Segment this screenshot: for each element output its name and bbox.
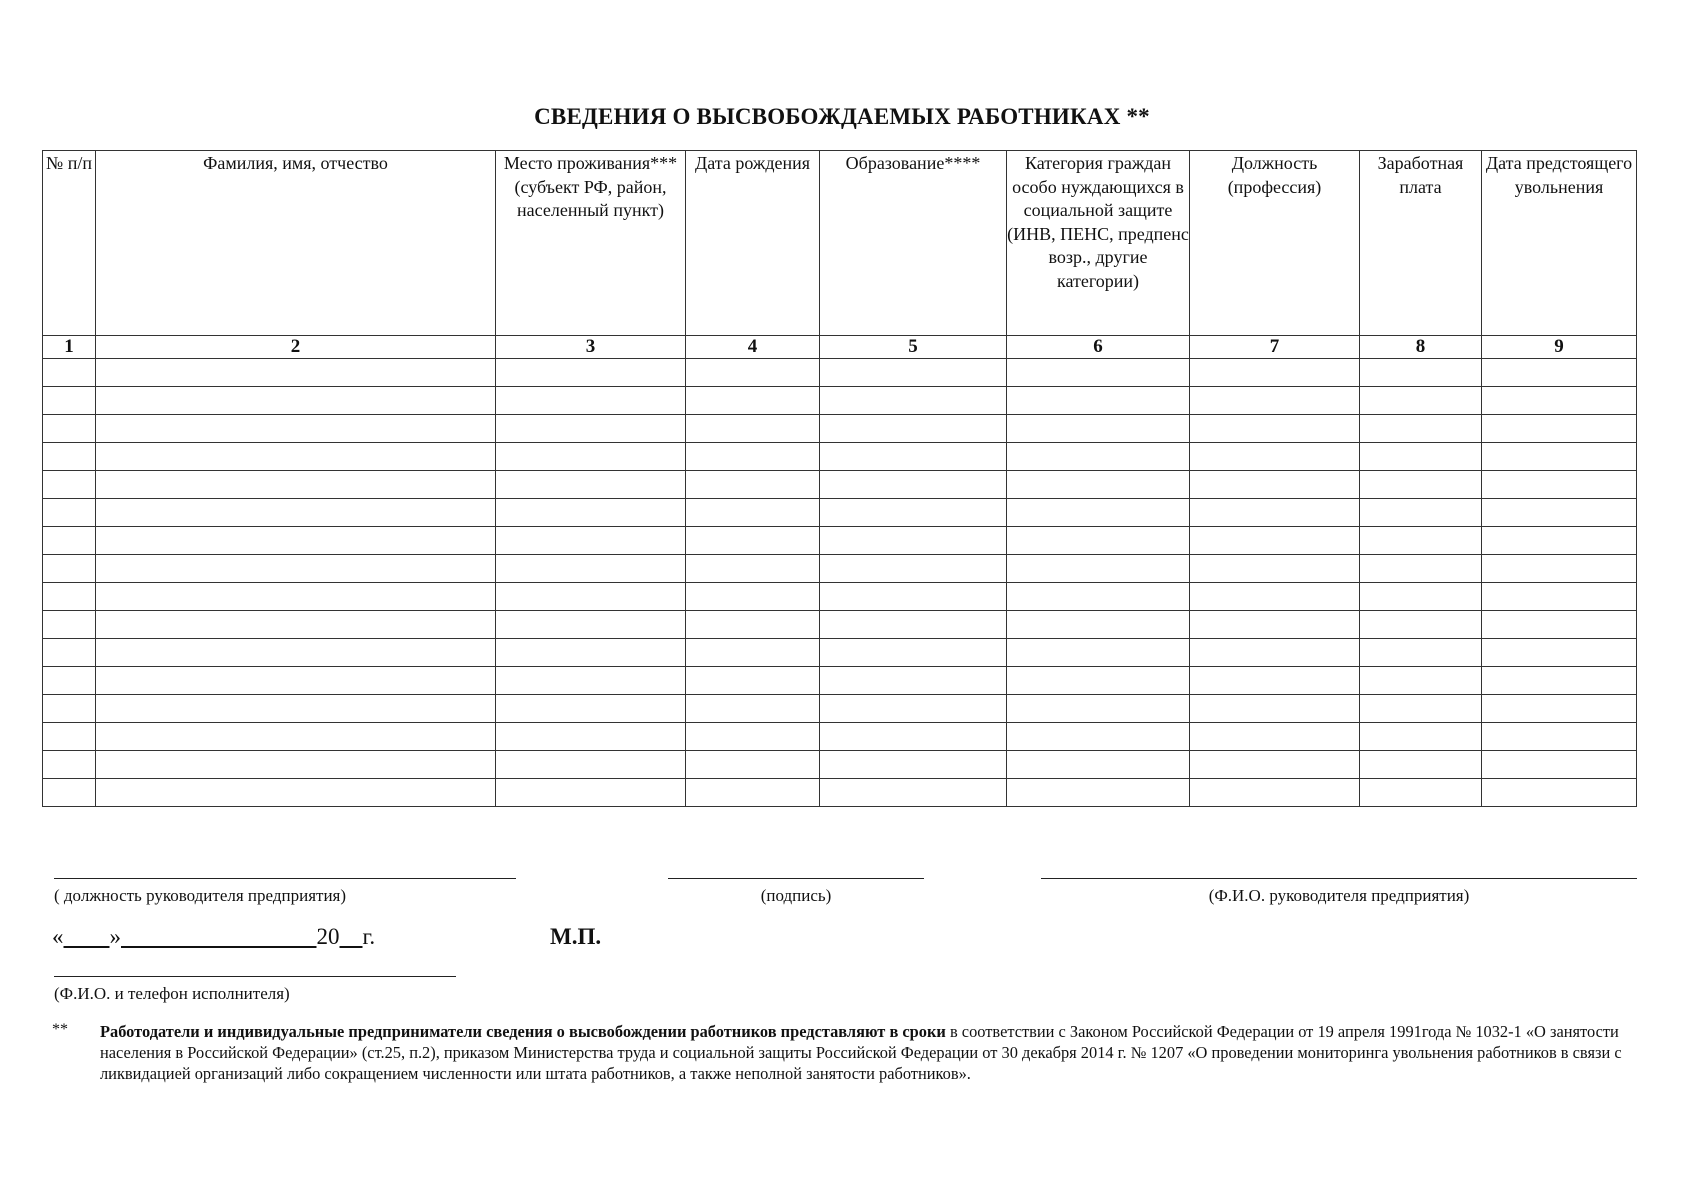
- table-cell[interactable]: [1360, 695, 1482, 723]
- table-cell[interactable]: [820, 443, 1007, 471]
- date-open-quote: «: [52, 924, 64, 949]
- table-cell[interactable]: [1190, 695, 1360, 723]
- table-cell[interactable]: [96, 359, 496, 387]
- table-cell[interactable]: [1007, 499, 1190, 527]
- table-cell[interactable]: [686, 723, 820, 751]
- table-cell[interactable]: [1360, 583, 1482, 611]
- table-cell[interactable]: [1360, 639, 1482, 667]
- table-cell[interactable]: [496, 751, 686, 779]
- table-cell[interactable]: [686, 555, 820, 583]
- workers-table: [42, 150, 1637, 807]
- date-month-blank[interactable]: [121, 924, 317, 949]
- column-number-4: 4: [686, 336, 820, 359]
- table-cell[interactable]: [96, 751, 496, 779]
- table-cell[interactable]: [43, 667, 96, 695]
- header-education: Образование****: [820, 151, 1007, 336]
- head-fio-line[interactable]: [1041, 878, 1637, 879]
- table-row: [43, 415, 1637, 443]
- table-cell[interactable]: [496, 667, 686, 695]
- table-cell[interactable]: [820, 527, 1007, 555]
- column-number-2: 2: [96, 336, 496, 359]
- table-cell[interactable]: [1007, 443, 1190, 471]
- table-row: [43, 639, 1637, 667]
- table-cell[interactable]: [1007, 611, 1190, 639]
- table-row: [43, 527, 1637, 555]
- table-cell[interactable]: [1190, 639, 1360, 667]
- table-cell[interactable]: [1482, 779, 1637, 807]
- table-cell[interactable]: [1360, 471, 1482, 499]
- column-number-6: 6: [1007, 336, 1190, 359]
- table-cell[interactable]: [1360, 499, 1482, 527]
- table-cell[interactable]: [1190, 527, 1360, 555]
- table-cell[interactable]: [1190, 443, 1360, 471]
- table-cell[interactable]: [1482, 555, 1637, 583]
- date-year-suffix: г.: [362, 924, 376, 949]
- table-cell[interactable]: [496, 387, 686, 415]
- table-row: [43, 723, 1637, 751]
- table-cell[interactable]: [1190, 555, 1360, 583]
- table-cell[interactable]: [820, 779, 1007, 807]
- table-cell[interactable]: [1007, 527, 1190, 555]
- table-cell[interactable]: [1482, 387, 1637, 415]
- column-number-3: 3: [496, 336, 686, 359]
- table-cell[interactable]: [820, 611, 1007, 639]
- table-cell[interactable]: [1482, 443, 1637, 471]
- table-cell[interactable]: [1482, 639, 1637, 667]
- table-cell[interactable]: [686, 583, 820, 611]
- table-cell[interactable]: [1007, 639, 1190, 667]
- table-cell[interactable]: [496, 555, 686, 583]
- table-cell[interactable]: [686, 415, 820, 443]
- header-number: № п/п: [43, 151, 96, 336]
- head-fio-label: (Ф.И.О. руководителя предприятия): [1208, 886, 1470, 905]
- table-cell[interactable]: [820, 555, 1007, 583]
- header-social-category: Категория граждан особо нуждающихся в социальной защите (ИНВ, ПЕНС, предпенс возр., другие категории): [1007, 151, 1190, 336]
- table-cell[interactable]: [686, 359, 820, 387]
- table-row: [43, 695, 1637, 723]
- table-cell[interactable]: [1190, 499, 1360, 527]
- table-cell[interactable]: [1482, 695, 1637, 723]
- table-cell[interactable]: [43, 359, 96, 387]
- table-cell[interactable]: [686, 387, 820, 415]
- table-cell[interactable]: [496, 443, 686, 471]
- table-cell[interactable]: [496, 583, 686, 611]
- table-cell[interactable]: [496, 639, 686, 667]
- table-row: [43, 471, 1637, 499]
- table-row: [43, 499, 1637, 527]
- date-close-quote: »: [109, 924, 121, 949]
- table-cell[interactable]: [496, 499, 686, 527]
- table-cell[interactable]: [43, 527, 96, 555]
- date-field[interactable]: [52, 924, 375, 950]
- table-cell[interactable]: [96, 611, 496, 639]
- table-cell[interactable]: [1007, 387, 1190, 415]
- table-row: [43, 611, 1637, 639]
- table-cell[interactable]: [496, 695, 686, 723]
- table-cell[interactable]: [1360, 443, 1482, 471]
- table-cell[interactable]: [43, 387, 96, 415]
- position-label: ( должность руководителя предприятия): [54, 886, 347, 905]
- table-cell[interactable]: [686, 779, 820, 807]
- footnote-text: [100, 1021, 1640, 1084]
- table-cell[interactable]: [1360, 415, 1482, 443]
- table-cell[interactable]: [1482, 527, 1637, 555]
- table-cell[interactable]: [1007, 723, 1190, 751]
- table-cell[interactable]: [1190, 387, 1360, 415]
- table-cell[interactable]: [1482, 471, 1637, 499]
- table-row: [43, 555, 1637, 583]
- table-cell[interactable]: [96, 639, 496, 667]
- table-cell[interactable]: [43, 695, 96, 723]
- table-body: [43, 359, 1637, 807]
- table-cell[interactable]: [686, 499, 820, 527]
- table-cell[interactable]: [820, 415, 1007, 443]
- stamp-placeholder: М.П.: [550, 924, 602, 949]
- column-number-5: 5: [820, 336, 1007, 359]
- table-cell[interactable]: [1482, 583, 1637, 611]
- header-residence: Место проживания*** (субъект РФ, район, населенный пункт): [496, 151, 686, 336]
- table-cell[interactable]: [1482, 667, 1637, 695]
- table-row: [43, 583, 1637, 611]
- table-cell[interactable]: [820, 695, 1007, 723]
- form-title: СВЕДЕНИЯ О ВЫСВОБОЖДАЕМЫХ РАБОТНИКАХ **: [534, 104, 1150, 129]
- table-cell[interactable]: [43, 471, 96, 499]
- table-cell[interactable]: [1360, 555, 1482, 583]
- table-cell[interactable]: [1360, 611, 1482, 639]
- table-cell[interactable]: [43, 723, 96, 751]
- table-cell[interactable]: [96, 499, 496, 527]
- executor-line[interactable]: [54, 976, 456, 977]
- table-cell[interactable]: [1007, 415, 1190, 443]
- table-cell[interactable]: [1007, 359, 1190, 387]
- table-cell[interactable]: [820, 583, 1007, 611]
- table-cell[interactable]: [96, 695, 496, 723]
- table-cell[interactable]: [43, 443, 96, 471]
- table-cell[interactable]: [820, 667, 1007, 695]
- table-row: [43, 751, 1637, 779]
- date-year-blank[interactable]: [340, 924, 363, 949]
- table-cell[interactable]: [1007, 583, 1190, 611]
- table-cell[interactable]: [96, 779, 496, 807]
- table-cell[interactable]: [1190, 667, 1360, 695]
- header-full-name: Фамилия, имя, отчество: [96, 151, 496, 336]
- table-cell[interactable]: [1360, 387, 1482, 415]
- header-position: Должность (профессия): [1190, 151, 1360, 336]
- table-cell[interactable]: [686, 527, 820, 555]
- column-number-9: 9: [1482, 336, 1637, 359]
- position-signature-line[interactable]: [54, 878, 516, 879]
- table-cell[interactable]: [1482, 415, 1637, 443]
- table-cell[interactable]: [96, 583, 496, 611]
- date-year-prefix: 20: [316, 924, 340, 949]
- table-cell[interactable]: [43, 499, 96, 527]
- table-cell[interactable]: [43, 555, 96, 583]
- footnote-bold-text: Работодатели и индивидуальные предприниматели сведения о высвобождении работников представляют в сроки: [100, 1022, 946, 1041]
- header-dismissal-date: Дата предстоящего увольнения: [1482, 151, 1637, 336]
- table-cell[interactable]: [1190, 611, 1360, 639]
- table-row: [43, 359, 1637, 387]
- column-number-8: 8: [1360, 336, 1482, 359]
- table-cell[interactable]: [1482, 611, 1637, 639]
- table-cell[interactable]: [43, 611, 96, 639]
- table-cell[interactable]: [686, 443, 820, 471]
- table-cell[interactable]: [96, 667, 496, 695]
- table-cell[interactable]: [1007, 779, 1190, 807]
- table-row: [43, 779, 1637, 807]
- table-cell[interactable]: [1007, 751, 1190, 779]
- table-cell[interactable]: [96, 443, 496, 471]
- table-cell[interactable]: [1360, 751, 1482, 779]
- table-cell[interactable]: [1190, 583, 1360, 611]
- table-cell[interactable]: [1482, 499, 1637, 527]
- table-cell[interactable]: [1360, 779, 1482, 807]
- table-cell[interactable]: [686, 471, 820, 499]
- table-row: [43, 443, 1637, 471]
- table-cell[interactable]: [96, 527, 496, 555]
- table-cell[interactable]: [820, 359, 1007, 387]
- table-cell[interactable]: [820, 499, 1007, 527]
- table-cell[interactable]: [686, 751, 820, 779]
- table-cell[interactable]: [1007, 555, 1190, 583]
- table-cell[interactable]: [1360, 667, 1482, 695]
- table-row: [43, 387, 1637, 415]
- table-cell[interactable]: [96, 415, 496, 443]
- table-cell[interactable]: [820, 723, 1007, 751]
- table-cell[interactable]: [496, 611, 686, 639]
- column-number-7: 7: [1190, 336, 1360, 359]
- table-cell[interactable]: [43, 779, 96, 807]
- table-cell[interactable]: [496, 527, 686, 555]
- table-cell[interactable]: [1007, 471, 1190, 499]
- header-birth-date: Дата рождения: [686, 151, 820, 336]
- table-cell[interactable]: [1007, 695, 1190, 723]
- table-cell[interactable]: [1190, 723, 1360, 751]
- table-cell[interactable]: [1482, 723, 1637, 751]
- table-cell[interactable]: [96, 723, 496, 751]
- table-cell[interactable]: [686, 695, 820, 723]
- table-cell[interactable]: [686, 639, 820, 667]
- table-cell[interactable]: [1190, 779, 1360, 807]
- table-cell[interactable]: [496, 779, 686, 807]
- table-cell[interactable]: [96, 555, 496, 583]
- date-day-blank[interactable]: [64, 924, 110, 949]
- executor-label: (Ф.И.О. и телефон исполнителя): [54, 984, 290, 1003]
- table-cell[interactable]: [1482, 359, 1637, 387]
- table-cell[interactable]: [686, 611, 820, 639]
- table-cell[interactable]: [43, 751, 96, 779]
- table-cell[interactable]: [96, 387, 496, 415]
- table-cell[interactable]: [820, 751, 1007, 779]
- table-cell[interactable]: [43, 415, 96, 443]
- signature-label: (подпись): [760, 886, 832, 905]
- table-cell[interactable]: [1190, 751, 1360, 779]
- table-cell[interactable]: [496, 723, 686, 751]
- table-cell[interactable]: [96, 471, 496, 499]
- table-cell[interactable]: [1360, 527, 1482, 555]
- header-salary: Заработная плата: [1360, 151, 1482, 336]
- table-cell[interactable]: [1007, 667, 1190, 695]
- table-cell[interactable]: [1190, 471, 1360, 499]
- table-cell[interactable]: [496, 471, 686, 499]
- table-cell[interactable]: [1190, 415, 1360, 443]
- column-number-1: 1: [43, 336, 96, 359]
- footnote-mark: **: [52, 1021, 68, 1038]
- signature-line[interactable]: [668, 878, 924, 879]
- table-cell[interactable]: [496, 415, 686, 443]
- table-cell[interactable]: [820, 471, 1007, 499]
- table-cell[interactable]: [1482, 751, 1637, 779]
- table-cell[interactable]: [820, 639, 1007, 667]
- table-cell[interactable]: [496, 359, 686, 387]
- table-cell[interactable]: [1360, 359, 1482, 387]
- table-cell[interactable]: [820, 387, 1007, 415]
- table-cell[interactable]: [43, 639, 96, 667]
- table-row: [43, 667, 1637, 695]
- table-cell[interactable]: [43, 583, 96, 611]
- table-cell[interactable]: [686, 667, 820, 695]
- footnote-regular-text: в соответствии с Законом Российской Федерации от 19 апреля 1991года № 1032-1 «О занятости населения в Российской Федерации» (ст.25, п.2), приказом Министерства труда и социальной защиты Российской Федерации от 30 декабря 2014 г. № 1207 «О проведении мониторинга увольнения работников в связи с ликвидацией организаций либо сокращением численности или штата работников, а также неполной занятости работников».: [100, 1022, 1622, 1083]
- table-cell[interactable]: [1360, 723, 1482, 751]
- table-cell[interactable]: [1190, 359, 1360, 387]
